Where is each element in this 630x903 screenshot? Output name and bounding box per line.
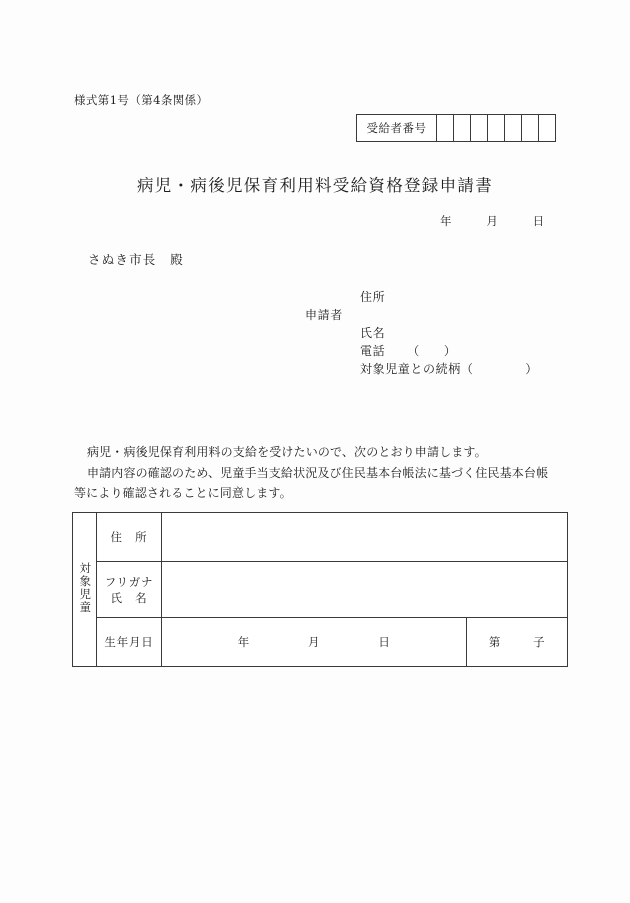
relation-paren-open: （: [460, 362, 474, 376]
body-paragraph-1: 病児・病後児保育利用料の支給を受けたいので、次のとおり申請します。: [87, 445, 487, 459]
receipt-number-cell[interactable]: [471, 115, 488, 141]
birth-month-label: 月: [308, 635, 320, 649]
birth-order-suffix: 子: [533, 635, 546, 649]
submission-date-line: [440, 213, 545, 229]
date-month-label: 月: [486, 214, 499, 228]
row-label-name: [97, 562, 162, 618]
applicant-phone-field: [360, 342, 456, 360]
phone-paren-close: ）: [443, 344, 457, 358]
child-birth-order-input[interactable]: [467, 618, 568, 667]
receipt-number-cell[interactable]: [522, 115, 539, 141]
applicant-relation-label: 対象児童との続柄: [360, 362, 461, 376]
form-number: 様式第1号（第4条関係）: [74, 93, 209, 107]
addressee: さぬき市長 殿: [88, 252, 184, 267]
applicant-name-label: 氏名: [360, 326, 386, 340]
birth-year-label: 年: [237, 635, 250, 649]
receipt-number-cell[interactable]: [488, 115, 505, 141]
applicant-relation-field: [360, 360, 538, 378]
receipt-number-cell[interactable]: [539, 115, 555, 141]
date-year-label: 年: [440, 214, 452, 228]
row-label-furigana: フリガナ: [104, 574, 154, 589]
child-birthdate-input[interactable]: [162, 618, 467, 667]
birth-order-prefix: 第: [488, 635, 501, 649]
receipt-number-cell[interactable]: [505, 115, 522, 141]
phone-paren-open: （: [407, 344, 420, 358]
table-row: [73, 562, 568, 618]
target-child-table: [72, 512, 568, 667]
applicant-tag: 申請者: [305, 308, 343, 322]
applicant-address-label: 住所: [360, 290, 386, 304]
table-row: [73, 618, 568, 667]
receipt-number-cell[interactable]: [454, 115, 471, 141]
body-text: [74, 442, 574, 504]
row-label-birthdate: 生年月日: [97, 618, 162, 667]
date-day-label: 日: [532, 214, 545, 228]
child-address-input[interactable]: [162, 513, 568, 562]
relation-paren-close: ）: [525, 362, 539, 376]
applicant-phone-label: 電話: [360, 344, 386, 358]
birth-day-label: 日: [378, 635, 391, 649]
row-label-address: 住 所: [97, 513, 162, 562]
body-paragraph-2-line-1: 申請内容の確認のため、児童手当支給状況及び住民基本台帳法に基づく住民基本台帳: [87, 465, 549, 480]
child-name-input[interactable]: [162, 562, 568, 618]
page-title: 病児・病後児保育利用料受給資格登録申請書: [137, 176, 493, 195]
receipt-number-label: 受給者番号: [357, 115, 437, 141]
table-vertical-header: 対象児童: [73, 513, 97, 667]
row-label-name-text: 氏 名: [110, 590, 148, 605]
table-row: [73, 513, 568, 562]
receipt-number-box: [356, 114, 556, 142]
body-paragraph-2-line-2: 等により確認されることに同意します。: [74, 486, 292, 500]
receipt-number-cell[interactable]: [437, 115, 454, 141]
